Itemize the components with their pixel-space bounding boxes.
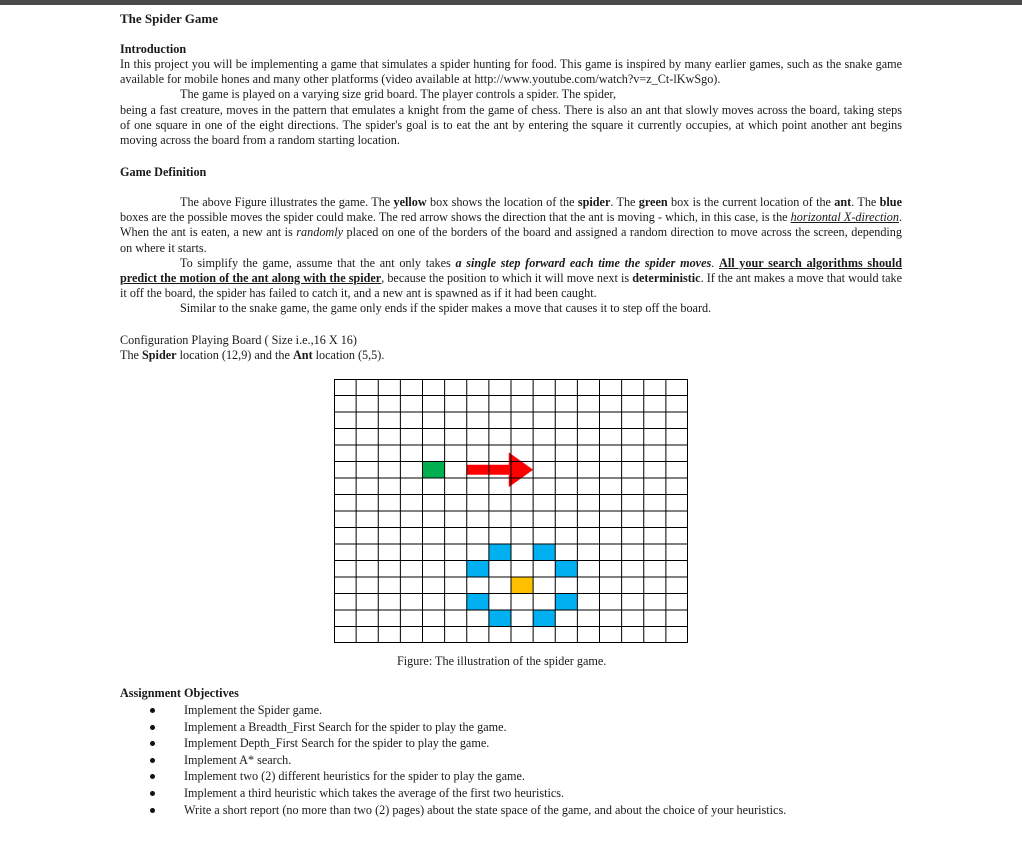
configuration-block [120, 333, 902, 363]
assignment-objectives-heading: Assignment Objectives [120, 686, 239, 700]
spider-move-cell [533, 610, 555, 627]
document-title: The Spider Game [120, 11, 218, 26]
list-item: Implement a Breadth_First Search for the spider to play the game. [120, 719, 920, 736]
configuration-line-2: The Spider location (12,9) and the Ant location (5,5). [120, 348, 385, 363]
intro-paragraph-1: In this project you will be implementing a game that simulates a spider hunting for food. This game is inspired by many earlier games, such as the snake game available for mobile hones and many other platforms (video available at http://www.youtube.com/watch?v=z_Ct-lKwSgo). [120, 57, 902, 87]
bullet-icon [150, 791, 155, 796]
spider-move-cell [489, 544, 511, 561]
objectives-list [120, 702, 920, 818]
introduction-body [120, 57, 902, 148]
bullet-icon [150, 725, 155, 730]
list-item: Implement a third heuristic which takes the average of the first two heuristics. [120, 785, 920, 802]
list-item: Implement Depth_First Search for the spider to play the game. [120, 735, 920, 752]
list-item: Implement the Spider game. [120, 702, 920, 719]
bullet-icon [150, 708, 155, 713]
bullet-icon [150, 774, 155, 779]
ant-direction-arrow-icon [467, 452, 533, 487]
spider-move-cell [489, 610, 511, 627]
intro-paragraph-2: The game is played on a varying size grid board. The player controls a spider. The spider, [180, 87, 616, 102]
document-page [0, 5, 1022, 841]
game-board-grid [334, 379, 688, 643]
spider-move-cell [467, 561, 489, 578]
bullet-icon [150, 758, 155, 763]
list-item: Implement two (2) different heuristics for the spider to play the game. [120, 768, 920, 785]
spider-move-cell [467, 594, 489, 611]
spider-move-cell [555, 594, 577, 611]
figure-caption: Figure: The illustration of the spider game. [397, 654, 607, 668]
bullet-icon [150, 741, 155, 746]
list-item: Write a short report (no more than two (2) pages) about the state space of the game, and about the choice of your heuristics. [120, 802, 920, 819]
introduction-heading: Introduction [120, 42, 187, 56]
definition-paragraph-3: Similar to the snake game, the game only ends if the spider makes a move that causes it to step off the board. [180, 301, 712, 316]
definition-paragraph-2: To simplify the game, assume that the ant only takes a single step forward each time the spider moves. All your search algorithms should predict the motion of the ant along with the spider, because the position to which it will move next is deterministic. If the ant makes a move that would take it off the board, the spider has failed to catch it, and a new ant is spawned as if it had been caught. [120, 255, 902, 301]
configuration-line-1: Configuration Playing Board ( Size i.e.,16 X 16) [120, 333, 357, 347]
ant-cell [423, 462, 445, 479]
spider-cell [511, 577, 533, 594]
bullet-icon [150, 808, 155, 813]
spider-move-cell [555, 561, 577, 578]
spider-game-figure [334, 379, 688, 648]
spider-move-cell [533, 544, 555, 561]
game-definition-heading: Game Definition [120, 165, 207, 179]
game-definition-body [120, 195, 902, 317]
intro-paragraph-3: being a fast creature, moves in the pattern that emulates a knight from the game of chess. There is also an ant that slowly moves across the board, taking steps of one square in one of the eight directions. The spider's goal is to eat the ant by entering the square it currently occupies, at which point another ant begins moving across the board from a random starting location. [120, 102, 902, 148]
list-item: Implement A* search. [120, 752, 920, 769]
definition-paragraph-1: The above Figure illustrates the game. The yellow box shows the location of the spider. The green box is the current location of the ant. The blue boxes are the possible moves the spider could make. The red arrow shows the direction that the ant is moving - which, in this case, is the horizontal X-direction. When the ant is eaten, a new ant is randomly placed on one of the borders of the board and assigned a random direction to move across the screen, depending on where it starts. [120, 195, 902, 255]
